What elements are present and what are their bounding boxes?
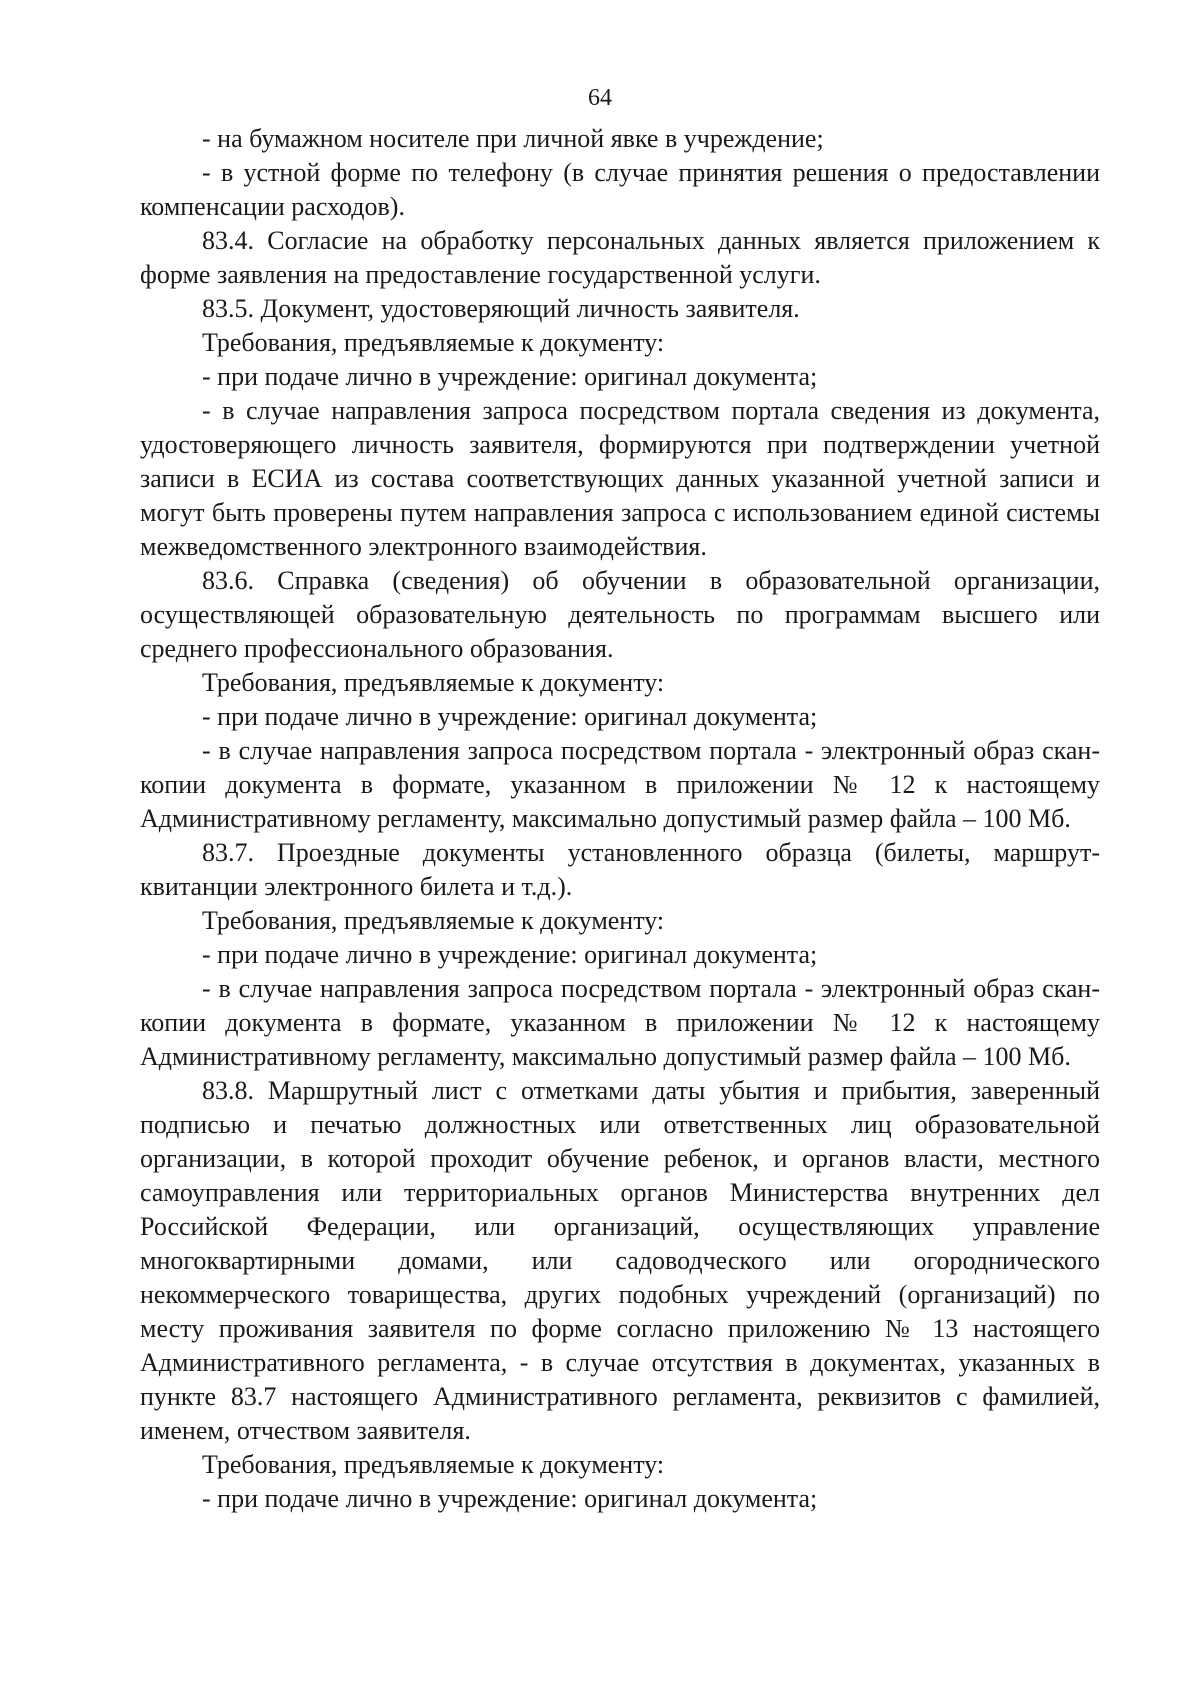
list-item-phone-notification: - в устной форме по телефону (в случае принятия решения о предоставлении компенсации расходов). <box>140 158 1100 221</box>
page-number: 64 <box>588 85 612 111</box>
section-83-5-heading: 83.5. Документ, удостоверяющий личность заявителя. <box>202 294 800 323</box>
section-83-6-heading: 83.6. Справка (сведения) об обучении в образовательной организации, осуществляющей образовательную деятельность по программам высшего или среднего профессионального образования. <box>140 566 1100 663</box>
requirements-heading: Требования, предъявляемые к документу: <box>202 328 665 357</box>
section-83-8: 83.8. Маршрутный лист с отметками даты убытия и прибытия, заверенный подписью и печатью должностных или ответственных лиц образовательной организации, в которой проходит обучение ребенок, и органов власти, местного самоуправления или территориальных органов Министерства внутренних дел Российской Федерации, или организаций, осуществляющих управление многоквартирными домами, или садоводческого или огороднического некоммерческого товарищества, других подобных учреждений (организаций) по месту проживания заявителя по форме согласно приложению № 13 настоящего Административного регламента, - в случае отсутствия в документах, указанных в пункте 83.7 настоящего Административного регламента, реквизитов с фамилией, именем, отчеством заявителя. <box>140 1076 1100 1445</box>
requirement-in-person: - при подаче лично в учреждение: оригинал документа; <box>202 940 818 969</box>
list-item-paper-submission: - на бумажном носителе при личной явке в учреждение; <box>202 124 824 153</box>
requirement-in-person: - при подаче лично в учреждение: оригинал документа; <box>202 1484 818 1513</box>
requirement-in-person: - при подаче лично в учреждение: оригинал документа; <box>202 362 818 391</box>
requirements-heading: Требования, предъявляемые к документу: <box>202 1450 665 1479</box>
requirement-in-person: - при подаче лично в учреждение: оригинал документа; <box>202 702 818 731</box>
document-body <box>140 122 1100 1516</box>
requirements-heading: Требования, предъявляемые к документу: <box>202 668 665 697</box>
section-83-4: 83.4. Согласие на обработку персональных данных является приложением к форме заявления на предоставление государственной услуги. <box>140 226 1100 289</box>
requirement-portal: - в случае направления запроса посредством портала - электронный образ скан-копии документа в формате, указанном в приложении № 12 к настоящему Административному регламенту, максимально допустимый размер файла – 100 Мб. <box>140 736 1100 833</box>
section-83-7-heading: 83.7. Проездные документы установленного образца (билеты, маршрут-квитанции электронного билета и т.д.). <box>140 838 1100 901</box>
requirement-portal: - в случае направления запроса посредством портала - электронный образ скан-копии документа в формате, указанном в приложении № 12 к настоящему Административному регламенту, максимально допустимый размер файла – 100 Мб. <box>140 974 1100 1071</box>
requirement-portal: - в случае направления запроса посредством портала сведения из документа, удостоверяющего личность заявителя, формируются при подтверждении учетной записи в ЕСИА из состава соответствующих данных указанной учетной записи и могут быть проверены путем направления запроса с использованием единой системы межведомственного электронного взаимодействия. <box>140 396 1100 561</box>
requirements-heading: Требования, предъявляемые к документу: <box>202 906 665 935</box>
